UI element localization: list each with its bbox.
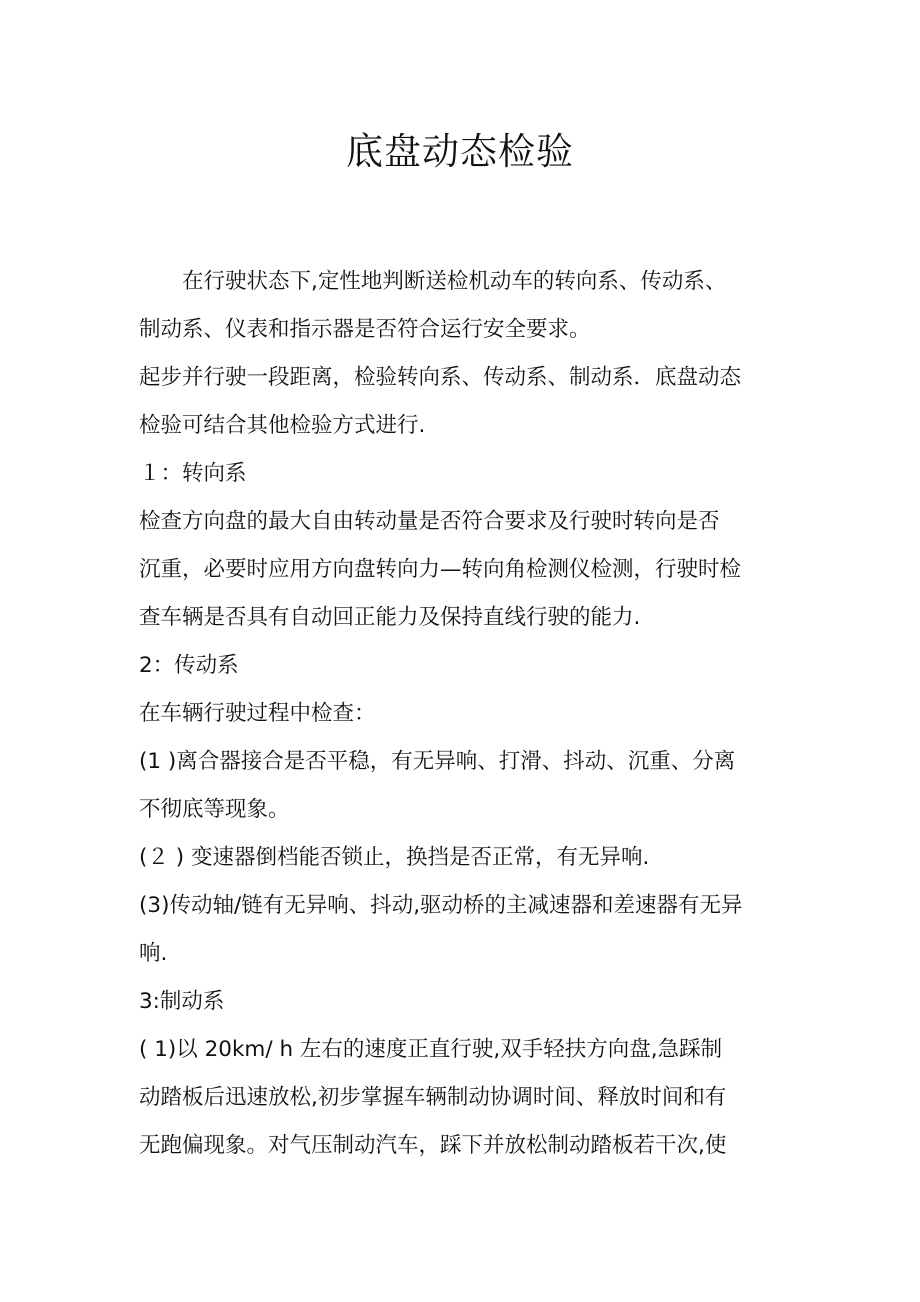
paragraph-line: 沉重，必要时应用方向盘转向力—转向角检测仪检测，行驶时检 [139, 557, 742, 582]
list-item-line: (3)传动轴/链有无异响、抖动,驱动桥的主减速器和差速器有无异 [139, 893, 743, 918]
paragraph-line: 查车辆是否具有自动回正能力及保持直线行驶的能力. [139, 605, 641, 630]
list-item-line: 响. [139, 941, 168, 966]
paragraph-line: 检验可结合其他检验方式进行. [139, 413, 426, 438]
section-heading-steering: １：转向系 [139, 461, 247, 486]
document-title: 底盘动态检验 [346, 130, 574, 173]
paragraph-line: 检查方向盘的最大自由转动量是否符合要求及行驶时转向是否 [139, 509, 720, 534]
paragraph-line: 在车辆行驶过程中检查： [139, 701, 376, 726]
document-body [139, 258, 799, 1170]
list-item-line: (1 )离合器接合是否平稳，有无异响、打滑、抖动、沉重、分离 [139, 749, 736, 774]
paragraph-line: 起步并行驶一段距离，检验转向系、传动系、制动系．底盘动态 [139, 365, 742, 390]
section-heading-transmission: 2：传动系 [139, 653, 239, 678]
paragraph-line: 在行驶状态下,定性地判断送检机动车的转向系、传动系、 [139, 269, 727, 294]
list-item-line: 无跑偏现象。对气压制动汽车，踩下并放松制动踏板若干次,使 [139, 1133, 727, 1158]
list-item-line: 动踏板后迅速放松,初步掌握车辆制动协调时间、释放时间和有 [139, 1085, 727, 1110]
section-heading-braking: 3:制动系 [139, 989, 225, 1014]
list-item-line: (２ ) 变速器倒档能否锁止，换挡是否正常，有无异响. [139, 845, 650, 870]
paragraph-line: 制动系、仪表和指示器是否符合运行安全要求。 [139, 317, 591, 342]
list-item-line: 不彻底等现象。 [139, 797, 290, 822]
list-item-line: ( 1)以 20km/ h 左右的速度正直行驶,双手轻扶方向盘,急踩制 [139, 1037, 723, 1062]
